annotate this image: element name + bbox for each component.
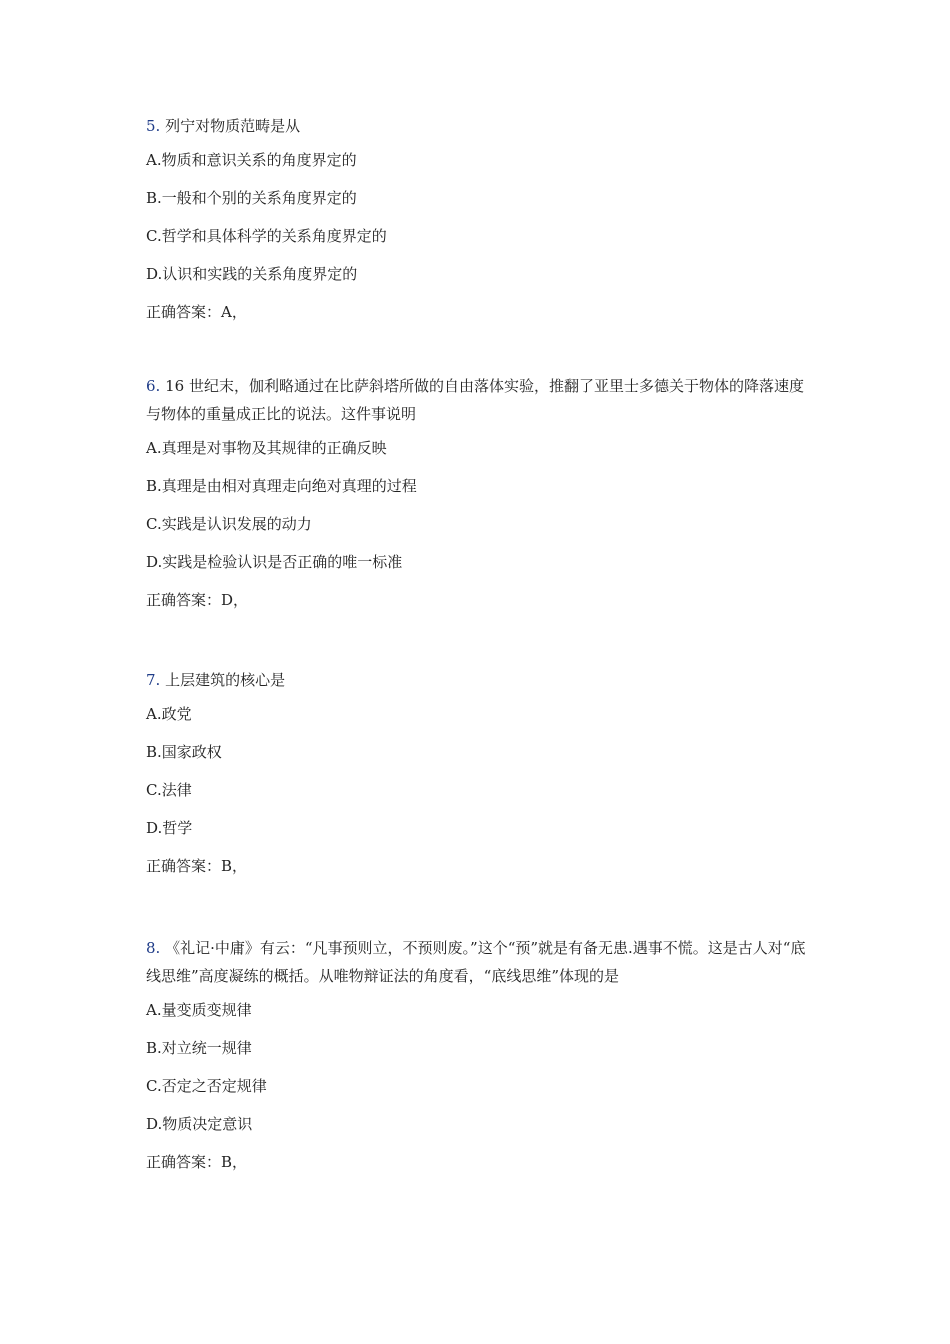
spacer xyxy=(146,322,816,372)
option-b: B.对立统一规律 xyxy=(146,1039,252,1057)
option-a: A.政党 xyxy=(146,705,192,723)
option-a: A.量变质变规律 xyxy=(146,1001,252,1019)
option-a: A.真理是对事物及其规律的正确反映 xyxy=(146,439,387,457)
option-c: C.哲学和具体科学的关系角度界定的 xyxy=(146,227,387,245)
option-d: D.认识和实践的关系角度界定的 xyxy=(146,265,358,283)
question-8 xyxy=(146,934,816,1172)
question-stem xyxy=(146,372,816,428)
option-b: B.真理是由相对真理走向绝对真理的过程 xyxy=(146,477,417,495)
spacer xyxy=(146,876,816,934)
document-page xyxy=(146,112,816,1172)
option-b: B.国家政权 xyxy=(146,743,222,761)
question-5 xyxy=(146,112,816,322)
question-number: 5. xyxy=(146,117,161,135)
question-stem xyxy=(146,666,816,694)
option-c: C.否定之否定规律 xyxy=(146,1077,267,1095)
option-b: B.一般和个别的关系角度界定的 xyxy=(146,189,357,207)
question-text: 《礼记·中庸》有云：“凡事预则立，不预则废。”这个“预”就是有备无患.遇事不慌。这是古人对“底线思维”高度凝练的概括。从唯物辩证法的角度看，“底线思维”体现的是 xyxy=(146,939,806,985)
option-c: C.实践是认识发展的动力 xyxy=(146,515,312,533)
question-number: 6. xyxy=(146,377,161,395)
option-d: D.哲学 xyxy=(146,819,193,837)
correct-answer: 正确答案：B， xyxy=(146,857,248,875)
question-text: 16 世纪末，伽利略通过在比萨斜塔所做的自由落体实验，推翻了亚里士多德关于物体的降落速度与物体的重量成正比的说法。这件事说明 xyxy=(146,377,804,423)
question-stem xyxy=(146,112,816,140)
option-a: A.物质和意识关系的角度界定的 xyxy=(146,151,357,169)
question-number: 7. xyxy=(146,671,161,689)
option-d: D.物质决定意识 xyxy=(146,1115,253,1133)
spacer xyxy=(146,610,816,666)
correct-answer: 正确答案：B， xyxy=(146,1153,248,1171)
option-c: C.法律 xyxy=(146,781,192,799)
question-stem xyxy=(146,934,816,990)
option-d: D.实践是检验认识是否正确的唯一标准 xyxy=(146,553,403,571)
question-text: 上层建筑的核心是 xyxy=(165,671,286,689)
question-6 xyxy=(146,372,816,610)
question-number: 8. xyxy=(146,939,161,957)
correct-answer: 正确答案：D， xyxy=(146,591,249,609)
correct-answer: 正确答案：A， xyxy=(146,303,247,321)
question-text: 列宁对物质范畴是从 xyxy=(165,117,301,135)
question-7 xyxy=(146,666,816,876)
